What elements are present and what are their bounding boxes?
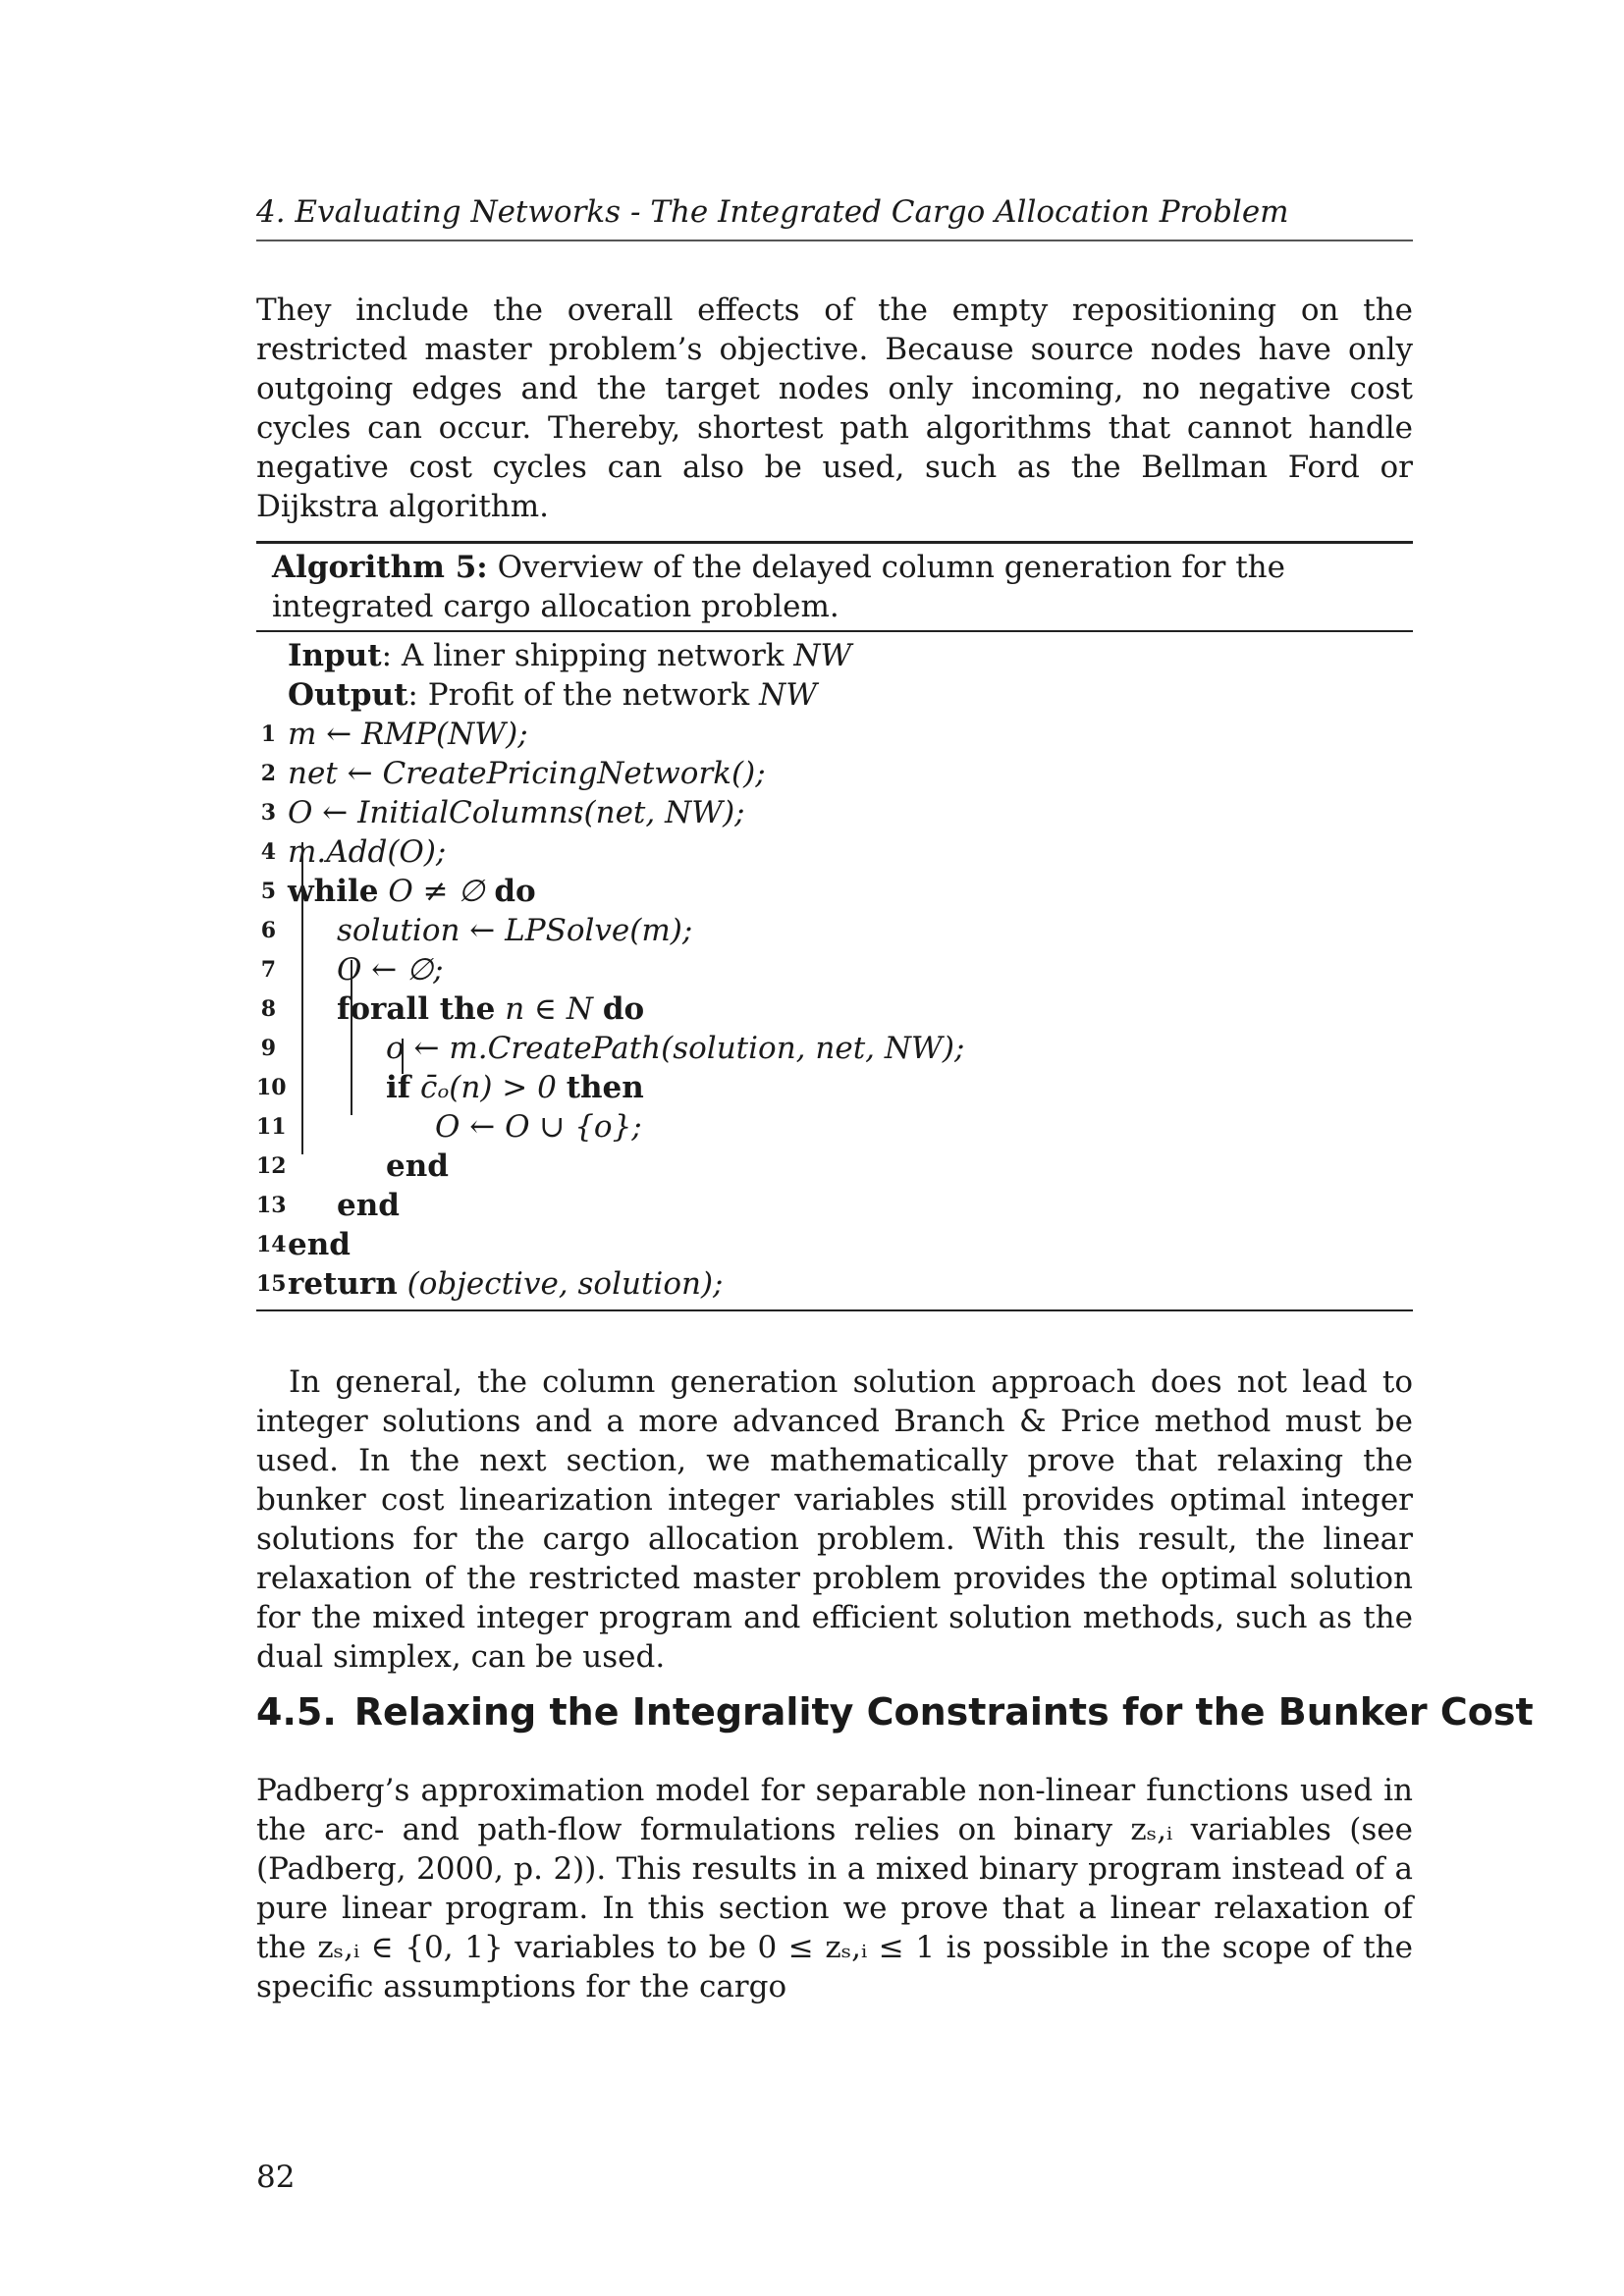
algorithm-line [256,1068,1413,1107]
algorithm-line [256,754,1413,793]
algorithm-caption [256,541,1413,632]
line-code: solution ← LPSolve(m); [337,913,693,948]
line-number: 3 [260,800,276,826]
line-number: 9 [260,1036,276,1061]
line-code: m.Add(O); [288,834,447,870]
line-number: 11 [256,1114,287,1140]
second-paragraph: In general, the column generation solution approach does not lead to integer solutions and a more advanced Branch & Price method must be used. In the next section, we mathematically prove that relaxing the bunker cost linearization integer variables still provides optimal integer solutions for the cargo allocation problem. With this result, the linear relaxation of the restricted master problem provides the optimal solution for the mixed integer program and efficient solution methods, such as the dual simplex, can be used. [256,1364,1413,1675]
algorithm-body [256,632,1413,1311]
line-number: 10 [256,1075,287,1100]
algorithm-label: Algorithm 5: [272,550,488,585]
algorithm-line [256,1147,1413,1186]
third-paragraph: Padberg’s approximation model for separable non-linear functions used in the arc- and path-flow formulations relies on binary zₛ,ᵢ variables (see (Padberg, 2000, p. 2)). This results in a mixed binary program instead of a pure linear program. In this section we prove that a linear relaxation of the zₛ,ᵢ ∈ {0, 1} variables to be 0 ≤ zₛ,ᵢ ≤ 1 is possible in the scope of the specific assumptions for the cargo [256,1773,1413,2004]
algorithm-caption-text: Overview of the delayed column generation for the integrated cargo allocation problem. [272,550,1285,624]
algorithm-line [256,715,1413,754]
algorithm-line [256,1029,1413,1068]
line-code: net ← CreatePricingNetwork(); [288,756,766,791]
line-number: 7 [260,957,276,983]
line-code: O ← O ∪ {o}; [435,1109,642,1145]
algorithm-line [256,1186,1413,1225]
line-number: 6 [260,918,276,943]
algorithm-output: Output: Profit of the network NW [288,677,818,713]
algorithm-line [256,832,1413,872]
line-number: 4 [260,839,276,865]
line-code: o ← m.CreatePath(solution, net, NW); [386,1031,965,1066]
section-heading [256,1688,1534,1735]
line-code: while O ≠ ∅ do [288,874,536,909]
line-number: 12 [256,1153,287,1179]
intro-paragraph: They include the overall effects of the empty repositioning on the restricted master problem’s objective. Because source nodes have only outgoing edges and the target nodes only incoming, no negative cost cycles can occur. Thereby, shortest path algorithms that cannot handle negative cost cycles can also be used, such as the Bellman Ford or Dijkstra algorithm. [256,293,1413,524]
line-code: forall the n ∈ N do [337,991,645,1027]
section-title: Relaxing the Integrality Constraints for the Bunker Cost [353,1690,1534,1734]
line-code: O ← InitialColumns(net, NW); [288,795,745,830]
algorithm-box [256,541,1413,1311]
line-code: end [337,1188,400,1223]
line-code: end [386,1148,449,1184]
running-header: 4. Evaluating Networks - The Integrated Cargo Allocation Problem [256,192,1413,241]
line-code: O ← ∅; [337,952,444,988]
line-code: m ← RMP(NW); [288,717,528,752]
forall-block-bar [351,960,352,1115]
line-code: return (objective, solution); [288,1266,724,1302]
page [256,0,1534,2296]
algorithm-line [256,950,1413,989]
algorithm-input: Input: A liner shipping network NW [288,638,852,673]
if-block-bar [402,1039,404,1074]
algorithm-line [256,911,1413,950]
line-number: 1 [260,721,276,747]
line-number: 5 [260,879,276,904]
page-number: 82 [256,2160,296,2195]
algorithm-line [256,872,1413,911]
algorithm-line [256,989,1413,1029]
algorithm-line [256,1264,1413,1304]
line-number: 2 [260,761,276,786]
algorithm-line [256,1225,1413,1264]
line-number: 8 [260,996,276,1022]
while-block-bar [301,842,303,1154]
algorithm-line [256,1107,1413,1147]
line-number: 15 [256,1271,287,1297]
line-code: if c̄ₒ(n) > 0 then [386,1070,644,1105]
line-code: end [288,1227,351,1262]
section-number: 4.5. [256,1690,337,1734]
line-number: 13 [256,1193,287,1218]
line-number: 14 [256,1232,287,1257]
algorithm-line [256,793,1413,832]
